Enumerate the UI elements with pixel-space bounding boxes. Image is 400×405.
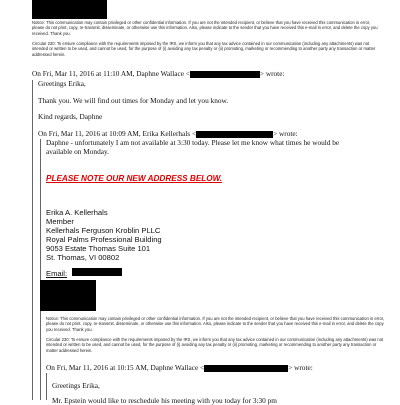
quote-bar-3 (46, 373, 47, 400)
msg1-header-prefix: On Fri, Mar 11, 2016 at 11:10 AM, Daphne Wallace < (32, 69, 190, 78)
bottom-notice: Notice: This communication may contain privileged or other confidential information. If you are not the intended recipient, or believe that you have received this communication in error, please do not print, copy, re-transmit, disseminate, or otherwise use this information. Also, please indicate to the sender that you have received this e-mail in error, and delete the copy you received. Thank you. (46, 316, 385, 332)
msg1-body: Thank you. We will find out times for Monday and let you know. (38, 96, 229, 105)
msg2-body-line1: Daphne - unfortunately I am not available at 3:30 today. Please let me know what times he would be (46, 138, 340, 147)
msg3-header-prefix: On Fri, Mar 11, 2016 at 10:15 AM, Daphne Wallace < (46, 363, 205, 372)
bottom-circular: Circular 230: To ensure compliance with the requirements imposed by the IRS, we inform you that any tax advice contained in our communication (including any attachments) was not intended or written to be used, and cannot be used, for the purpose of (i) avoiding any tax penalty or (ii) promoting, marketing or recommending to another party any transaction or matter addressed herein. (46, 337, 384, 353)
msg3-greeting: Greetings Erika, (52, 381, 100, 390)
address-notice: PLEASE NOTE OUR NEW ADDRESS BELOW. (46, 174, 223, 183)
msg1-header (32, 69, 284, 78)
quote-bar-2 (40, 139, 41, 400)
redaction-email-value (72, 268, 122, 276)
top-circular: Circular 230: To ensure compliance with the requirements imposed by the IRS, we inform you that any tax advice contained in our communication (including any attachments) was not intended or written to be used, and cannot be used, for the purpose of (i) avoiding any tax penalty or (ii) promoting, marketing or recommending to another party any transaction or matter addressed herein. (32, 41, 376, 57)
email-label: Email: (46, 269, 68, 278)
msg3-header-suffix: > wrote: (288, 363, 313, 372)
signature-building: Royal Palms Professional Building (46, 235, 162, 244)
msg2-header (38, 129, 298, 138)
msg2-header-suffix: > wrote: (273, 129, 298, 138)
redaction-signature-block (40, 280, 96, 311)
msg3-header (46, 363, 313, 372)
signature-street: 9053 Estate Thomas Suite 101 (46, 244, 151, 253)
msg1-header-suffix: > wrote: (259, 69, 285, 78)
msg3-partial: Mr. Epstein would like to reschedule his meeting with you today for 3:30 pm (52, 396, 277, 405)
msg1-closing: Kind regards, Daphne (38, 112, 103, 121)
msg2-body-line2: available on Monday. (46, 147, 109, 156)
signature-firm: Kellerhals Ferguson Kroblin PLLC (46, 226, 161, 235)
signature-title: Member (46, 217, 74, 226)
msg1-greeting: Greetings Erika, (38, 79, 86, 88)
top-notice: Notice: This communication may contain privileged or other confidential information. If you are not the intended recipient, or believe that you have received this communication in error, please do not print, copy, re-transmit, disseminate, or otherwise use this information. Also, please indicate to the sender that you have received this e-mail in error, and delete the copy you received. Thank you. (32, 20, 378, 36)
msg2-header-prefix: On Fri, Mar 11, 2016 at 10:09 AM, Erika Kellerhals < (38, 129, 197, 138)
quote-bar-1 (32, 80, 33, 400)
redaction-email-3 (204, 365, 288, 372)
redaction-email-2 (196, 131, 273, 138)
signature-city: St. Thomas, VI 00802 (46, 253, 120, 262)
signature-name: Erika A. Kellerhals (46, 208, 108, 217)
redaction-email-1 (190, 71, 260, 78)
redaction-top (32, 0, 107, 19)
